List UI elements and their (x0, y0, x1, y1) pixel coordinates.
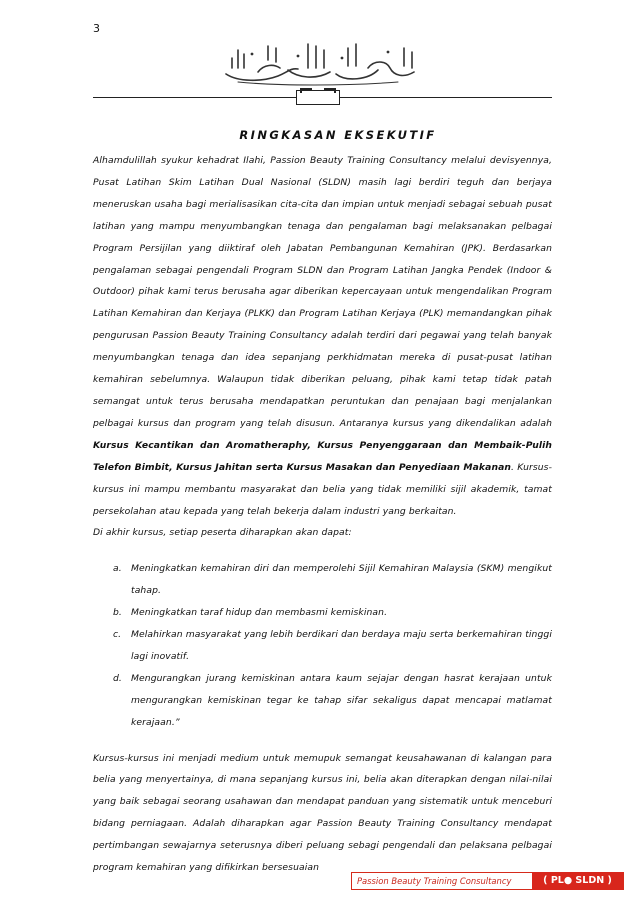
page-title: RINGKASAN EKSEKUTIF (239, 128, 437, 142)
bismillah-calligraphy (218, 38, 423, 88)
list-item-text: Meningkatkan taraf hidup dan membasmi kemiskinan. (131, 607, 388, 619)
list-item-text: Meningkatkan kemahiran diri dan memperolehi Sijil Kemahiran Malaysia (SKM) mengikut tahap. (131, 563, 552, 597)
list-item-text: Melahirkan masyarakat yang lebih berdikari dan berdaya maju serta berkemahiran tinggi lagi inovatif. (131, 629, 552, 662)
footer-banner (351, 872, 624, 890)
intro-text-2: . Kursus-kursus ini mampu membantu masyarakat dan belia yang tidak memiliki sijil akademik, tamat persekolahan atau kepada yang telah bekerja dalam industri yang berkaitan. (93, 461, 552, 517)
list-marker: c. (113, 629, 122, 641)
page-number: 3 (93, 22, 100, 35)
intro-paragraph (93, 150, 552, 522)
goals-intro: Di akhir kursus, setiap peserta diharapkan akan dapat: (93, 527, 352, 539)
list-item-text: Mengurangkan jurang kemiskinan antara kaum sejajar dengan hasrat kerajaan untuk mengurangkan kemiskinan tegar ke tahap sifar sekaligus dapat mencapai matlamat kerajaan.” (131, 672, 552, 728)
list-marker: d. (113, 672, 122, 684)
document-body (93, 150, 552, 879)
footer-company-name: Passion Beauty Training Consultancy (357, 876, 512, 886)
closing-paragraph: Kursus-kursus ini menjadi medium untuk memupuk semangat keusahawanan di kalangan para belia yang menyertainya, di mana sepanjang kursus ini, belia akan diterapkan dengan nilai-nilai yang baik sebagai seorang usahawan dan mendapat panduan yang sistematik untuk menceburi bidang perniagaan. Adalah diharapkan agar Passion Beauty Training Consultancy mendapat pertimbangan sewajarnya seterusnya diberi peluang sebagi pengendali dan pelaksana pelbagai program kemahiran yang difikirkan bersesuaian (93, 752, 552, 874)
intro-text-1: Alhamdulillah syukur kehadrat Ilahi, Passion Beauty Training Consultancy melalui devisyennya, Pusat Latihan Skim Latihan Dual Nasional (SLDN) masih lagi berdiri teguh dan berjaya meneruskan usaha bagi merialisasikan cita-cita dan impian untuk menjadi sebagai sebuah pusat latihan yang mampu menyumbangkan tenaga dan pengalaman bagi melaksanakan pelbagai Program Persijilan yang diiktiraf oleh Jabatan Pembangunan Kemahiran (JPK). Berdasarkan pengalaman sebagai pengendali Program SLDN dan Program Latihan Jangka Pendek (Indoor & Outdoor) pihak kami terus berusaha agar diberikan kepercayaan untuk mengendalikan Program Latihan Kemahiran dan Kerjaya (PLKK) dan Program Latihan Kerjaya (PLK) memandangkan pihak pengurusan Passion Beauty Training Consultancy adalah terdiri dari pegawai yang telah banyak menyumbangkan tenaga dan idea sepanjang perkhidmatan mereka di pusat-pusat latihan kemahiran sebelumnya. Walaupun tidak diberikan peluang, pihak kami tetap tidak patah semangat untuk terus berusaha mendapatkan peruntukan dan penajaan bagi menjalankan pelbagai kursus dan program yang telah disusun. Antaranya kursus yang dikendalikan adalah (93, 155, 552, 429)
list-item (113, 668, 552, 734)
divider-ornament (296, 90, 340, 105)
footer-tag: ( PL● SLDN ) (532, 872, 623, 890)
list-item (113, 602, 552, 624)
list-marker: a. (113, 563, 122, 575)
goals-list (93, 558, 552, 733)
list-marker: b. (113, 607, 122, 619)
list-item (113, 624, 552, 668)
course-list-bold: Kursus Kecantikan dan Aromatheraphy, Kursus Penyenggaraan dan Membaik-Pulih Telefon Bimbit, Kursus Jahitan serta Kursus Masakan dan Penyediaan Makanan (93, 439, 552, 473)
list-item (113, 558, 552, 602)
